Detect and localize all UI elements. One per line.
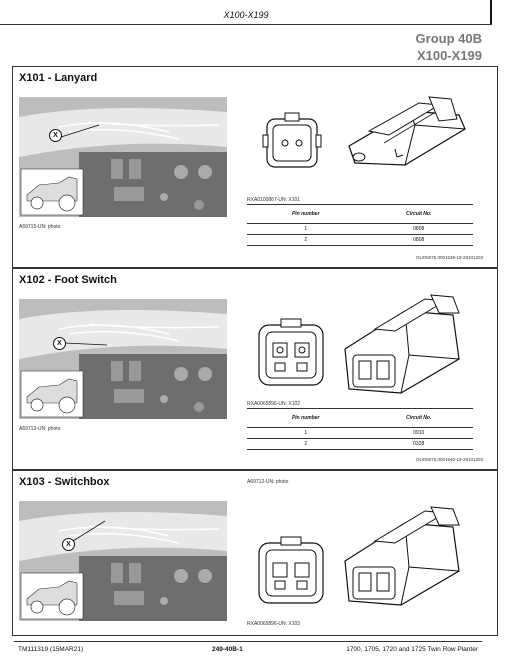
section-title: X103 - Switchbox bbox=[19, 476, 110, 488]
connector-face-drawing bbox=[257, 105, 327, 175]
connector-face-drawing bbox=[253, 315, 329, 391]
footer-product: 1700, 1705, 1720 and 1725 Twin Row Planter bbox=[346, 646, 478, 653]
connector-iso-drawing bbox=[335, 501, 475, 609]
section-x102 bbox=[12, 268, 498, 470]
section-title: X102 - Foot Switch bbox=[19, 274, 117, 286]
pin-table bbox=[247, 204, 473, 246]
header-rule bbox=[490, 0, 492, 24]
col-pin-number: Pin number bbox=[247, 205, 364, 224]
table-row: 1 0910 bbox=[247, 428, 473, 439]
section-title: X101 - Lanyard bbox=[19, 72, 98, 84]
reference-code: OUO6075,0001540-19-28101203 bbox=[415, 457, 483, 462]
photo-caption: A69713-UN: photo bbox=[19, 426, 61, 432]
connector-photo bbox=[19, 501, 227, 621]
group-range: X100-X199 bbox=[416, 48, 482, 63]
section-x103 bbox=[12, 470, 498, 636]
col-circuit-no: Circuit No. bbox=[364, 205, 473, 224]
footer-manual-id: TM111319 (15MAR21) bbox=[18, 646, 84, 653]
reference-code: OUO6075,0001539-19-28101203 bbox=[415, 255, 483, 260]
connector-photo bbox=[19, 97, 227, 217]
table-row: 2 0808 bbox=[247, 235, 473, 246]
part-number: RXA0065896-UN: X102 bbox=[247, 401, 301, 407]
group-number: Group 40B bbox=[415, 31, 482, 46]
callout-x: X bbox=[49, 129, 62, 142]
table-row: 2 0328 bbox=[247, 439, 473, 450]
part-number: RXA0100867-UN: X101 bbox=[247, 197, 301, 203]
callout-x: X bbox=[62, 538, 75, 551]
group-heading bbox=[416, 30, 482, 64]
page-footer bbox=[14, 641, 482, 653]
table-row: 1 0808 bbox=[247, 224, 473, 235]
page-header bbox=[0, 0, 492, 25]
footer-page-number: 249-40B-1 bbox=[212, 646, 243, 653]
connector-iso-drawing bbox=[335, 289, 475, 397]
connector-face-drawing bbox=[253, 533, 329, 609]
callout-x: X bbox=[53, 337, 66, 350]
connector-iso-drawing bbox=[339, 91, 479, 181]
pin-table bbox=[247, 408, 473, 450]
photo-caption: A69715-UN: photo bbox=[19, 224, 61, 230]
section-x101 bbox=[12, 66, 498, 268]
col-pin-number: Pin number bbox=[247, 409, 364, 428]
photo-caption: A69712-UN: photo bbox=[247, 479, 289, 485]
connector-photo bbox=[19, 299, 227, 419]
part-number: RXA0065896-UN: X103 bbox=[247, 621, 301, 627]
col-circuit-no: Circuit No. bbox=[364, 409, 473, 428]
header-title: X100-X199 bbox=[223, 10, 269, 20]
